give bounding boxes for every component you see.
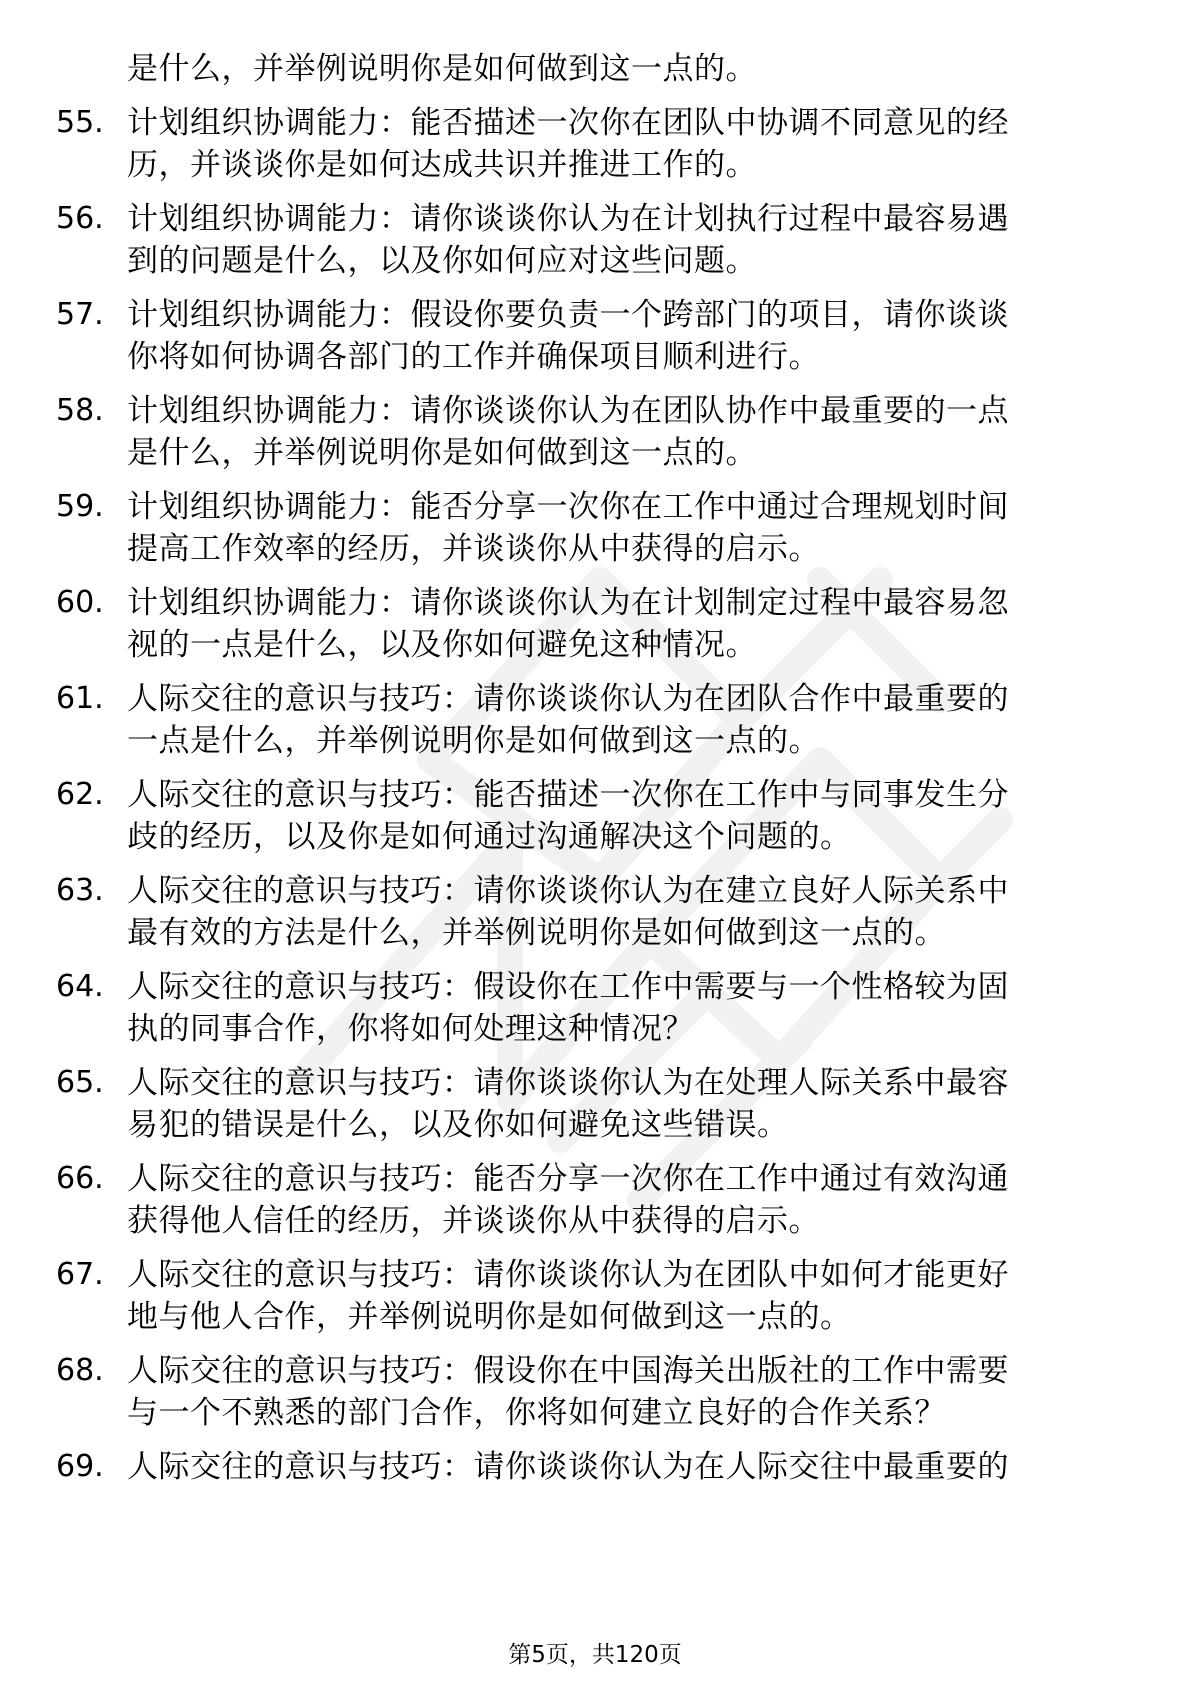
question-item xyxy=(0,582,1190,666)
question-text-line: 计划组织协调能力：请你谈谈你认为在计划制定过程中最容易忽 xyxy=(127,585,1009,621)
continuation-text: 是什么，并举例说明你是如何做到这一点的。 xyxy=(127,51,757,87)
question-number: 65. xyxy=(56,1065,104,1100)
question-text-line: 到的问题是什么，以及你如何应对这些问题。 xyxy=(127,243,757,279)
question-text-line: 你将如何协调各部门的工作并确保项目顺利进行。 xyxy=(127,339,820,375)
question-text-line: 计划组织协调能力：请你谈谈你认为在计划执行过程中最容易遇 xyxy=(127,201,1009,237)
question-item xyxy=(0,1158,1190,1242)
question-text-line: 获得他人信任的经历，并谈谈你从中获得的启示。 xyxy=(127,1203,820,1239)
question-text-line: 地与他人合作，并举例说明你是如何做到这一点的。 xyxy=(127,1299,852,1335)
question-list xyxy=(0,48,1190,1488)
page-footer: 第5页，共120页 xyxy=(508,1642,682,1668)
question-text-line: 最有效的方法是什么，并举例说明你是如何做到这一点的。 xyxy=(127,915,946,951)
question-text-line: 计划组织协调能力：能否分享一次你在工作中通过合理规划时间 xyxy=(127,489,1009,525)
question-item xyxy=(0,1254,1190,1338)
question-number: 60. xyxy=(56,585,104,620)
question-number: 66. xyxy=(56,1161,104,1196)
question-text-line: 计划组织协调能力：能否描述一次你在团队中协调不同意见的经 xyxy=(127,105,1009,141)
question-item xyxy=(0,774,1190,858)
question-number: 56. xyxy=(56,201,104,236)
question-item xyxy=(0,390,1190,474)
question-number: 59. xyxy=(56,489,104,524)
question-item xyxy=(0,678,1190,762)
question-text-line: 人际交往的意识与技巧：请你谈谈你认为在团队合作中最重要的 xyxy=(127,681,1009,717)
question-number: 57. xyxy=(56,297,104,332)
question-text-line: 与一个不熟悉的部门合作，你将如何建立良好的合作关系？ xyxy=(127,1395,946,1431)
question-item xyxy=(0,966,1190,1050)
question-text-line: 人际交往的意识与技巧：能否分享一次你在工作中通过有效沟通 xyxy=(127,1161,1009,1197)
question-number: 69. xyxy=(56,1449,104,1484)
question-text-line: 计划组织协调能力：请你谈谈你认为在团队协作中最重要的一点 xyxy=(127,393,1009,429)
question-item xyxy=(0,1446,1190,1488)
question-text-line: 人际交往的意识与技巧：请你谈谈你认为在处理人际关系中最容 xyxy=(127,1065,1009,1101)
question-text-line: 人际交往的意识与技巧：能否描述一次你在工作中与同事发生分 xyxy=(127,777,1009,813)
question-number: 55. xyxy=(56,105,104,140)
question-text-line: 人际交往的意识与技巧：请你谈谈你认为在人际交往中最重要的 xyxy=(127,1449,1009,1485)
question-number: 68. xyxy=(56,1353,104,1388)
question-item xyxy=(0,102,1190,186)
question-text-line: 人际交往的意识与技巧：假设你在工作中需要与一个性格较为固 xyxy=(127,969,1009,1005)
question-item xyxy=(0,198,1190,282)
question-number: 58. xyxy=(56,393,104,428)
question-number: 62. xyxy=(56,777,104,812)
question-text-line: 是什么，并举例说明你是如何做到这一点的。 xyxy=(127,435,757,471)
question-item xyxy=(0,486,1190,570)
question-text-line: 历，并谈谈你是如何达成共识并推进工作的。 xyxy=(127,147,757,183)
question-number: 61. xyxy=(56,681,104,716)
question-number: 64. xyxy=(56,969,104,1004)
question-text-line: 提高工作效率的经历，并谈谈你从中获得的启示。 xyxy=(127,531,820,567)
question-item xyxy=(0,1062,1190,1146)
question-item xyxy=(0,870,1190,954)
question-text-line: 歧的经历，以及你是如何通过沟通解决这个问题的。 xyxy=(127,819,852,855)
question-text-line: 执的同事合作，你将如何处理这种情况？ xyxy=(127,1011,694,1047)
question-number: 67. xyxy=(56,1257,104,1292)
question-number: 63. xyxy=(56,873,104,908)
question-item xyxy=(0,294,1190,378)
question-text-line: 人际交往的意识与技巧：请你谈谈你认为在建立良好人际关系中 xyxy=(127,873,1009,909)
question-text-line: 人际交往的意识与技巧：请你谈谈你认为在团队中如何才能更好 xyxy=(127,1257,1009,1293)
question-text-line: 人际交往的意识与技巧：假设你在中国海关出版社的工作中需要 xyxy=(127,1353,1009,1389)
question-text-line: 一点是什么，并举例说明你是如何做到这一点的。 xyxy=(127,723,820,759)
question-text-line: 计划组织协调能力：假设你要负责一个跨部门的项目，请你谈谈 xyxy=(127,297,1009,333)
question-item xyxy=(0,1350,1190,1434)
question-text-line: 易犯的错误是什么，以及你如何避免这些错误。 xyxy=(127,1107,789,1143)
question-text-line: 视的一点是什么，以及你如何避免这种情况。 xyxy=(127,627,757,663)
